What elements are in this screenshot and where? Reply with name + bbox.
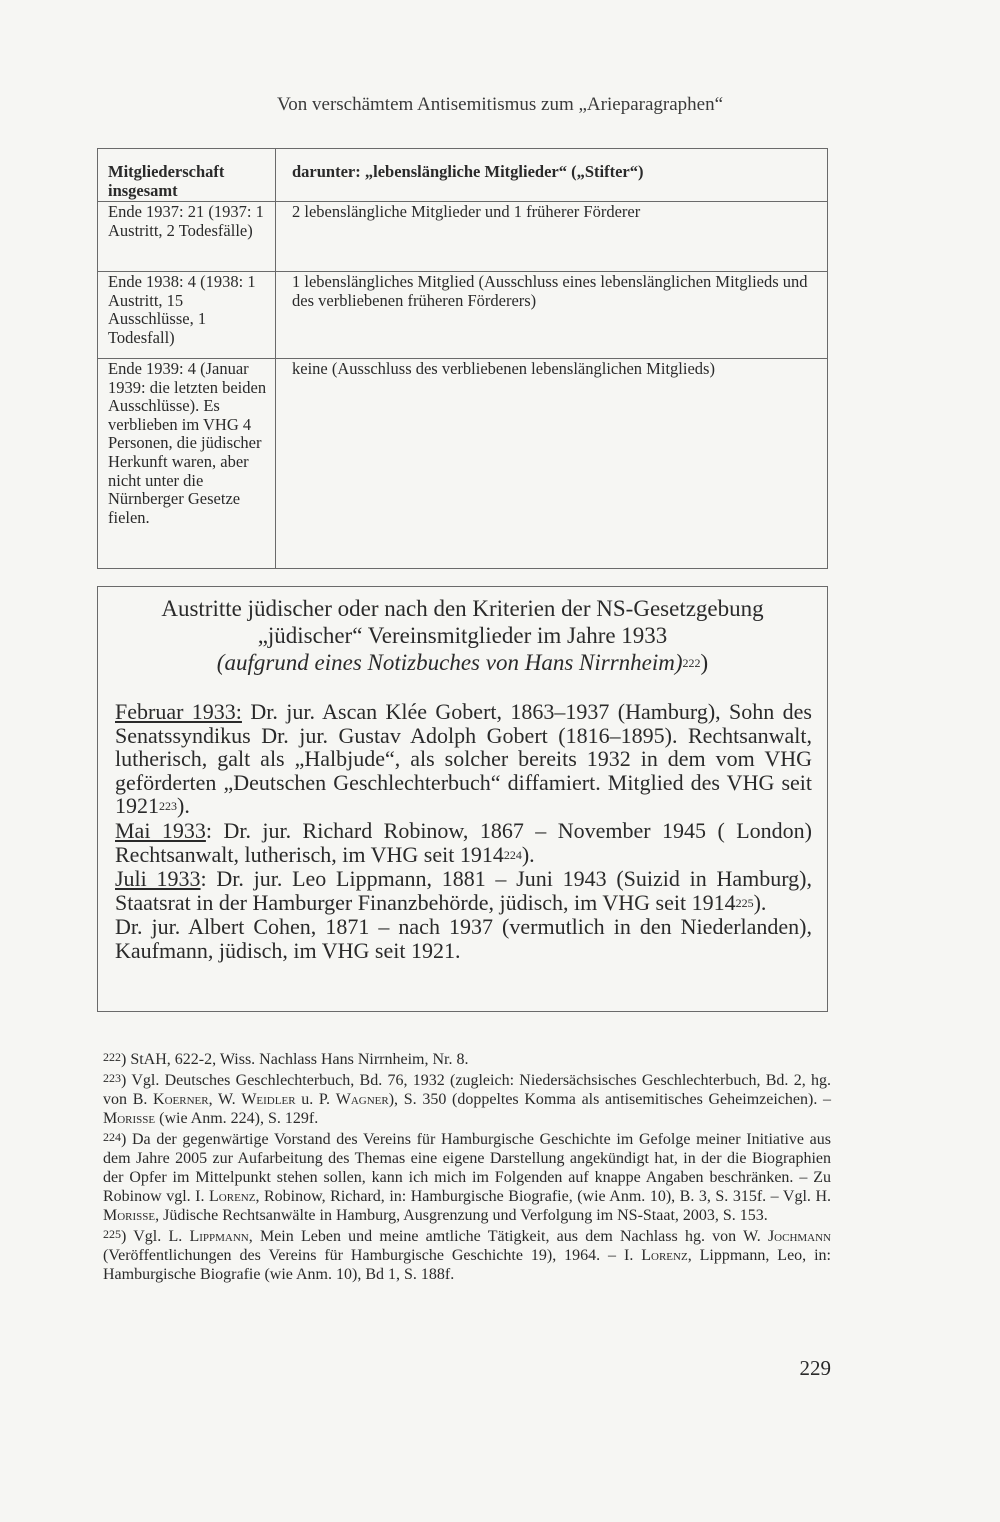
table-cell: Ende 1938: 4 (1938: 1 Austritt, 15 Ausschlüsse, 1 Todesfall): [98, 272, 276, 359]
footnote-text: (Veröffentlichungen des Vereins für Hamburgische Geschichte 19), 1964. – I.: [103, 1247, 642, 1264]
page-number: 229: [799, 1356, 831, 1380]
box-title-line: Austritte jüdischer oder nach den Kriterien der NS-Gesetzgebung: [161, 596, 764, 621]
membership-table: [97, 148, 828, 569]
box-subtitle-close: ): [700, 650, 709, 675]
footnote-text: , Jüdische Rechtsanwälte in Hamburg, Ausgrenzung und Verfolgung im NS-Staat, 2003, S. 153.: [155, 1207, 768, 1224]
resignations-box: [97, 586, 828, 1012]
table-row: [98, 272, 828, 359]
box-title-line: „jüdischer“ Vereinsmitglieder im Jahre 1933: [257, 623, 668, 648]
footnote-text: , Mein Leben und meine amtliche Tätigkeit, aus dem Nachlass hg. von W.: [248, 1228, 768, 1245]
entry-text: : Dr. jur. Richard Robinow, 1867 – November 1945 ( London) Rechtsanwalt, lutherisch, im VHG seit 1914: [115, 817, 812, 867]
table-cell: 1 lebenslängliches Mitglied (Ausschluss eines lebenslänglichen Mitglieds und des verbliebenen früheren Förderers): [276, 272, 828, 359]
footnote: [103, 1048, 831, 1069]
footnote-number: 225: [103, 1227, 121, 1241]
table-header-row: [98, 149, 828, 202]
author-name: Koerner: [153, 1091, 209, 1108]
footnote-ref: 225: [735, 895, 754, 910]
footnote-text: ), S. 350 (doppeltes Komma als antisemitisches Geheimzeichen). –: [388, 1091, 831, 1108]
entry: [115, 819, 812, 867]
footnote-text: (wie Anm. 224), S. 129f.: [155, 1110, 319, 1127]
entry-end: ).: [521, 841, 535, 867]
footnote: [103, 1128, 831, 1225]
entry: [115, 915, 812, 962]
table-row: [98, 359, 828, 569]
footnote-text: u. P.: [295, 1091, 336, 1108]
box-title: [98, 595, 827, 677]
author-name: Lorenz: [209, 1188, 256, 1205]
entry-date: Juli 1933: [115, 866, 201, 892]
author-name: Morisse: [103, 1110, 156, 1127]
footnote: [103, 1069, 831, 1128]
entry-end: ).: [177, 793, 190, 819]
author-name: Lippmann: [189, 1228, 249, 1245]
author-name: Wagner: [335, 1091, 389, 1108]
entry: [115, 867, 812, 915]
entry-text: Dr. jur. Albert Cohen, 1871 – nach 1937 (vermutlich in den Niederlanden), Kaufmann, jüdisch, im VHG seit 1921.: [115, 914, 812, 963]
box-body: [115, 700, 812, 963]
entry-text: : Dr. jur. Leo Lippmann, 1881 – Juni 1943 (Suizid in Hamburg), Staatsrat in der Hamburger Finanzbehörde, jüdisch, im VHG seit 1914: [115, 866, 812, 915]
footnotes: [103, 1048, 831, 1284]
footnote-ref: 223: [159, 799, 177, 814]
table-cell: Ende 1937: 21 (1937: 1 Austritt, 2 Todesfälle): [98, 202, 276, 272]
box-subtitle-text: (aufgrund eines Notizbuches von Hans Nirrnheim): [216, 650, 683, 675]
table-row: [98, 202, 828, 272]
entry-text: Dr. jur. Ascan Klée Gobert, 1863–1937 (Hamburg), Sohn des Senatssyndikus Dr. jur. Gustav Adolph Gobert (1816–1895). Rechtsanwalt, lutherisch, galt als „Halbjude“, als solcher bereits 1932 in dem vom VHG geförderten „Deutschen Geschlechterbuch“ diffamiert. Mitglied des VHG seit 1921: [115, 699, 812, 819]
footnote-ref: 224: [503, 847, 522, 862]
table-cell: keine (Ausschluss des verbliebenen lebenslänglichen Mitglieds): [276, 359, 828, 569]
footnote-text: ) Da der gegenwärtige Vorstand des Vereins für Hamburgische Geschichte im Gefolge meiner Initiative aus dem Jahre 2005 zur Aufarbeitung des Themas eine eigene Darstellung angekündigt hat, in der die Biographien der Opfer im Mittelpunkt stehen sollen, kann ich mich im Folgenden auf knappe Angaben beschränken. – Zu Robinow vgl. I.: [103, 1131, 831, 1205]
footnote-text: ) Vgl. Deutsches Geschlechterbuch, Bd. 76, 1932 (zugleich: Niedersächsisches Geschlechterbuch, Bd. 2, hg. von B.: [103, 1072, 831, 1108]
footnote-text: , W.: [208, 1091, 242, 1108]
author-name: Weidler: [241, 1091, 296, 1108]
footnote: [103, 1225, 831, 1284]
footnote-text: ) StAH, 622-2, Wiss. Nachlass Hans Nirrnheim, Nr. 8.: [121, 1051, 469, 1068]
author-name: Lorenz: [641, 1247, 688, 1264]
table-header-total: Mitgliederschaft insgesamt: [98, 149, 276, 202]
footnote-text: , Lippmann, Leo, in: Hamburgische Biografie (wie Anm. 10), Bd 1, S. 188f.: [103, 1247, 831, 1283]
table-header-lifelong: darunter: „lebenslängliche Mitglieder“ („Stifter“): [276, 149, 828, 202]
footnote-text: ) Vgl. L.: [121, 1228, 190, 1245]
entry-end: ).: [753, 889, 767, 915]
table-cell: Ende 1939: 4 (Januar 1939: die letzten beiden Ausschlüsse). Es verblieben im VHG 4 Personen, die jüdischer Herkunft waren, aber nicht unter die Nürnberger Gesetze fielen.: [98, 359, 276, 569]
running-head: Von verschämtem Antisemitismus zum „Arieparagraphen“: [276, 94, 724, 115]
footnote-number: 224: [103, 1130, 121, 1144]
table-cell: 2 lebenslängliche Mitglieder und 1 früherer Förderer: [276, 202, 828, 272]
footnote-text: , Robinow, Richard, in: Hamburgische Biografie, (wie Anm. 10), B. 3, S. 315f. – Vgl. H.: [255, 1188, 831, 1205]
author-name: Morisse: [103, 1207, 156, 1224]
entry-date: Mai 1933: [115, 817, 206, 843]
box-subtitle: [98, 649, 827, 677]
entry: [115, 700, 812, 819]
footnote-number: 223: [103, 1071, 121, 1085]
entry-date: Februar 1933:: [115, 699, 242, 724]
author-name: Jochmann: [767, 1228, 832, 1245]
footnote-number: 222: [103, 1050, 121, 1064]
footnote-ref: 222: [682, 656, 701, 670]
